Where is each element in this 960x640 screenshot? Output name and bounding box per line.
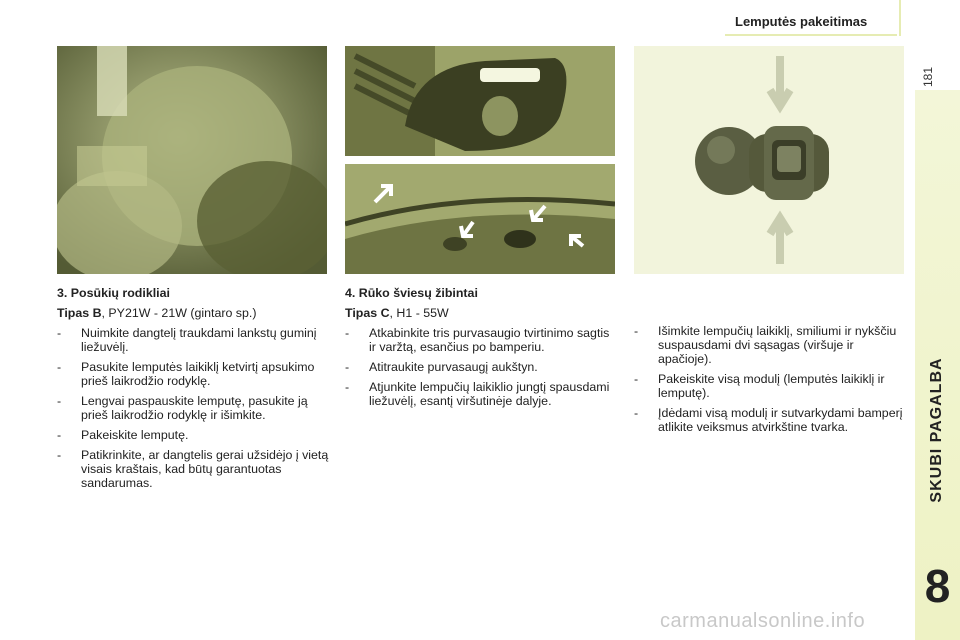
list-item: - Patikrinkite, ar dangtelis gerai užsidėjo į vietą visais kraštais, kad būtų garantuotas sandarumas. <box>57 448 329 490</box>
list-item: - Pakeiskite lemputę. <box>57 428 189 442</box>
list-item: - Nuimkite dangtelį traukdami lankstų guminį liežuvėlį. <box>57 326 317 354</box>
list-item: - Įdėdami visą modulį ir sutvarkydami bamperį atlikite veiksmus atvirkštine tvarka. <box>634 406 903 434</box>
list-item: - Išimkite lempučių laikiklį, smiliumi ir nykščiu suspausdami dvi sąsagas (viršuje ir apačioje). <box>634 324 897 366</box>
chapter-number: 8 <box>924 560 951 612</box>
watermark: carmanualsonline.info <box>660 610 866 632</box>
chapter-label-text: SKUBI PAGALBA <box>928 357 945 503</box>
section-turn-signals <box>57 286 329 496</box>
page-title: Lemputės pakeitimas <box>735 14 868 29</box>
header-divider <box>725 34 897 36</box>
turn-signal-photo <box>57 46 327 274</box>
list-item: - Atjunkite lempučių laikiklio jungtį spausdami liežuvėlį, esantį viršutinėje dalyje. <box>345 380 610 408</box>
list-item: - Atkabinkite tris purvasaugio tvirtinimo sagtis ir varžtą, esančius po bamperiu. <box>345 326 610 354</box>
section-module-replacement <box>634 324 906 440</box>
section-4-steps <box>345 326 613 408</box>
section-right-steps <box>634 324 906 434</box>
list-item: - Atitraukite purvasaugį aukštyn. <box>345 360 538 374</box>
bulb-holder-illustration <box>634 46 904 274</box>
page-number: 181 <box>921 66 935 88</box>
section-3-heading: 3. Posūkių rodikliai <box>57 286 170 300</box>
section-4-heading: 4. Rūko šviesų žibintai <box>345 286 478 300</box>
section-3-type: Tipas B, PY21W - 21W (gintaro sp.) <box>57 306 257 320</box>
fog-lamp-photo-top <box>345 46 615 156</box>
section-4-type: Tipas C, H1 - 55W <box>345 306 449 320</box>
section-3-steps <box>57 326 329 490</box>
list-item: - Lengvai paspauskite lemputę, pasukite ją prieš laikrodžio rodyklę ir išimkite. <box>57 394 308 422</box>
list-item: - Pasukite lemputės laikiklį ketvirtį apsukimo prieš laikrodžio rodyklę. <box>57 360 315 388</box>
section-fog-lamps <box>345 286 613 414</box>
chapter-number-box <box>915 555 960 617</box>
header-vertical-divider <box>899 0 901 36</box>
fog-lamp-photo-bottom <box>345 164 615 274</box>
list-item: - Pakeiskite visą modulį (lemputės laikiklį ir lemputę). <box>634 372 885 400</box>
